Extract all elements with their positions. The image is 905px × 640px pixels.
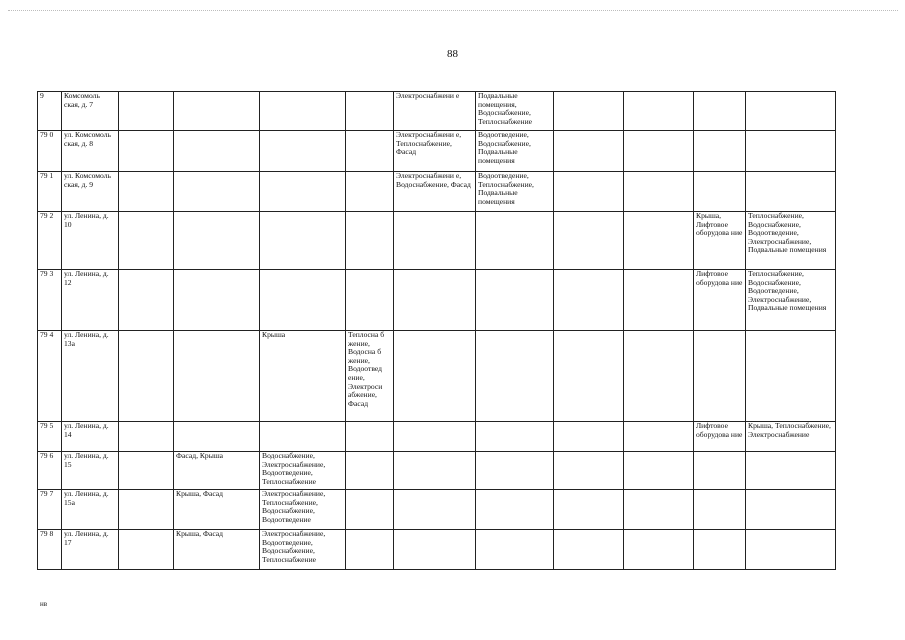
table-row [38,452,836,490]
cell-col12 [746,131,836,172]
cell-col11 [694,172,746,212]
table-row [38,270,836,331]
cell-col3 [119,92,174,131]
row-number: 79 1 [38,172,62,212]
row-number: 79 5 [38,422,62,452]
address-cell: ул. Ленина, д. 10 [62,212,119,270]
cell-col3 [119,490,174,530]
cell-col9 [554,530,624,570]
cell-col8 [476,530,554,570]
cell-col5 [260,172,346,212]
cell-col6 [346,92,394,131]
cell-col12: Крыша, Теплоснабжение, Электроснабжение [746,422,836,452]
row-number: 79 2 [38,212,62,270]
cell-col4 [174,172,260,212]
address-cell: ул. Ленина, д. 13а [62,331,119,422]
cell-col8: Водоотведение, Водоснабжение, Подвальные помещения [476,131,554,172]
table-row [38,530,836,570]
cell-col4: Крыша, Фасад [174,490,260,530]
cell-col6 [346,270,394,331]
cell-col8 [476,331,554,422]
cell-col7 [394,530,476,570]
cell-col4 [174,422,260,452]
cell-col11: Лифтовое оборудова ние [694,270,746,331]
cell-col11: Крыша, Лифтовое оборудова ние [694,212,746,270]
cell-col5 [260,212,346,270]
cell-col11 [694,131,746,172]
address-cell: ул. Комсомоль ская, д. 9 [62,172,119,212]
cell-col5: Электроснабжение, Теплоснабжение, Водоснабжение, Водоотведение [260,490,346,530]
cell-col10 [624,490,694,530]
cell-col10 [624,331,694,422]
cell-col12 [746,490,836,530]
page-number: 88 [447,48,458,60]
housing-repair-table [37,91,836,570]
cell-col11 [694,452,746,490]
cell-col5: Водоснабжение, Электроснабжение, Водоотведение, Теплоснабжение [260,452,346,490]
cell-col9 [554,270,624,331]
cell-col8: Водоотведение, Теплоснабжение, Подвальные помещения [476,172,554,212]
cell-col10 [624,92,694,131]
cell-col12 [746,331,836,422]
cell-col8: Подвальные помещения, Водоснабжение, Теплоснабжение [476,92,554,131]
row-number: 79 7 [38,490,62,530]
cell-col9 [554,452,624,490]
cell-col5: Крыша [260,331,346,422]
table-row [38,212,836,270]
cell-col12: Теплоснабжение, Водоснабжение, Водоотведение, Электроснабжение, Подвальные помещения [746,270,836,331]
row-number: 79 3 [38,270,62,331]
table-row [38,172,836,212]
cell-col11 [694,92,746,131]
cell-col7 [394,331,476,422]
cell-col9 [554,92,624,131]
cell-col5 [260,422,346,452]
cell-col9 [554,172,624,212]
cell-col9 [554,212,624,270]
cell-col6 [346,131,394,172]
cell-col12: Теплоснабжение, Водоснабжение, Водоотведение, Электроснабжение, Подвальные помещения [746,212,836,270]
cell-col6 [346,490,394,530]
cell-col4 [174,331,260,422]
cell-col4 [174,131,260,172]
cell-col5 [260,131,346,172]
cell-col4 [174,92,260,131]
cell-col10 [624,530,694,570]
cell-col11 [694,331,746,422]
cell-col7: Электроснабжени е, Теплоснабжение, Фасад [394,131,476,172]
cell-col3 [119,331,174,422]
cell-col3 [119,270,174,331]
cell-col6: Теплосна б жение, Водосна б жение, Водоотвед ение, Электроси абжение, Фасад [346,331,394,422]
cell-col9 [554,490,624,530]
address-cell: ул. Ленина, д. 15а [62,490,119,530]
scan-artifact-line [8,10,898,11]
cell-col4: Фасад, Крыша [174,452,260,490]
cell-col10 [624,212,694,270]
address-cell: ул. Ленина, д. 14 [62,422,119,452]
cell-col7 [394,270,476,331]
cell-col10 [624,172,694,212]
cell-col3 [119,212,174,270]
cell-col5 [260,270,346,331]
row-number: 9 [38,92,62,131]
cell-col4: Крыша, Фасад [174,530,260,570]
cell-col8 [476,422,554,452]
address-cell: ул. Ленина, д. 15 [62,452,119,490]
cell-col7: Электроснабжени е, Водоснабжение, Фасад [394,172,476,212]
cell-col6 [346,530,394,570]
cell-col6 [346,212,394,270]
cell-col12 [746,530,836,570]
cell-col11 [694,530,746,570]
cell-col11: Лифтовое оборудова ние [694,422,746,452]
cell-col3 [119,131,174,172]
cell-col6 [346,172,394,212]
footer-mark: нв [40,600,48,608]
cell-col11 [694,490,746,530]
row-number: 79 6 [38,452,62,490]
cell-col8 [476,490,554,530]
cell-col8 [476,212,554,270]
cell-col7 [394,212,476,270]
table-row [38,92,836,131]
cell-col9 [554,331,624,422]
cell-col4 [174,270,260,331]
cell-col10 [624,452,694,490]
cell-col5: Электроснабжение, Водоотведение, Водоснабжение, Теплоснабжение [260,530,346,570]
cell-col10 [624,270,694,331]
address-cell: ул. Ленина, д. 17 [62,530,119,570]
cell-col3 [119,452,174,490]
cell-col12 [746,92,836,131]
cell-col10 [624,422,694,452]
table-row [38,490,836,530]
row-number: 79 4 [38,331,62,422]
address-cell: ул. Комсомоль ская, д. 8 [62,131,119,172]
table-row [38,331,836,422]
cell-col9 [554,131,624,172]
address-cell: Комсомоль ская, д. 7 [62,92,119,131]
cell-col9 [554,422,624,452]
cell-col7 [394,452,476,490]
cell-col8 [476,452,554,490]
cell-col7: Электроснабжени е [394,92,476,131]
cell-col5 [260,92,346,131]
cell-col6 [346,422,394,452]
cell-col12 [746,452,836,490]
cell-col3 [119,172,174,212]
cell-col3 [119,530,174,570]
row-number: 79 8 [38,530,62,570]
table-row [38,131,836,172]
table-row [38,422,836,452]
row-number: 79 0 [38,131,62,172]
cell-col7 [394,422,476,452]
cell-col12 [746,172,836,212]
cell-col8 [476,270,554,331]
cell-col4 [174,212,260,270]
cell-col10 [624,131,694,172]
address-cell: ул. Ленина, д. 12 [62,270,119,331]
cell-col3 [119,422,174,452]
cell-col6 [346,452,394,490]
cell-col7 [394,490,476,530]
